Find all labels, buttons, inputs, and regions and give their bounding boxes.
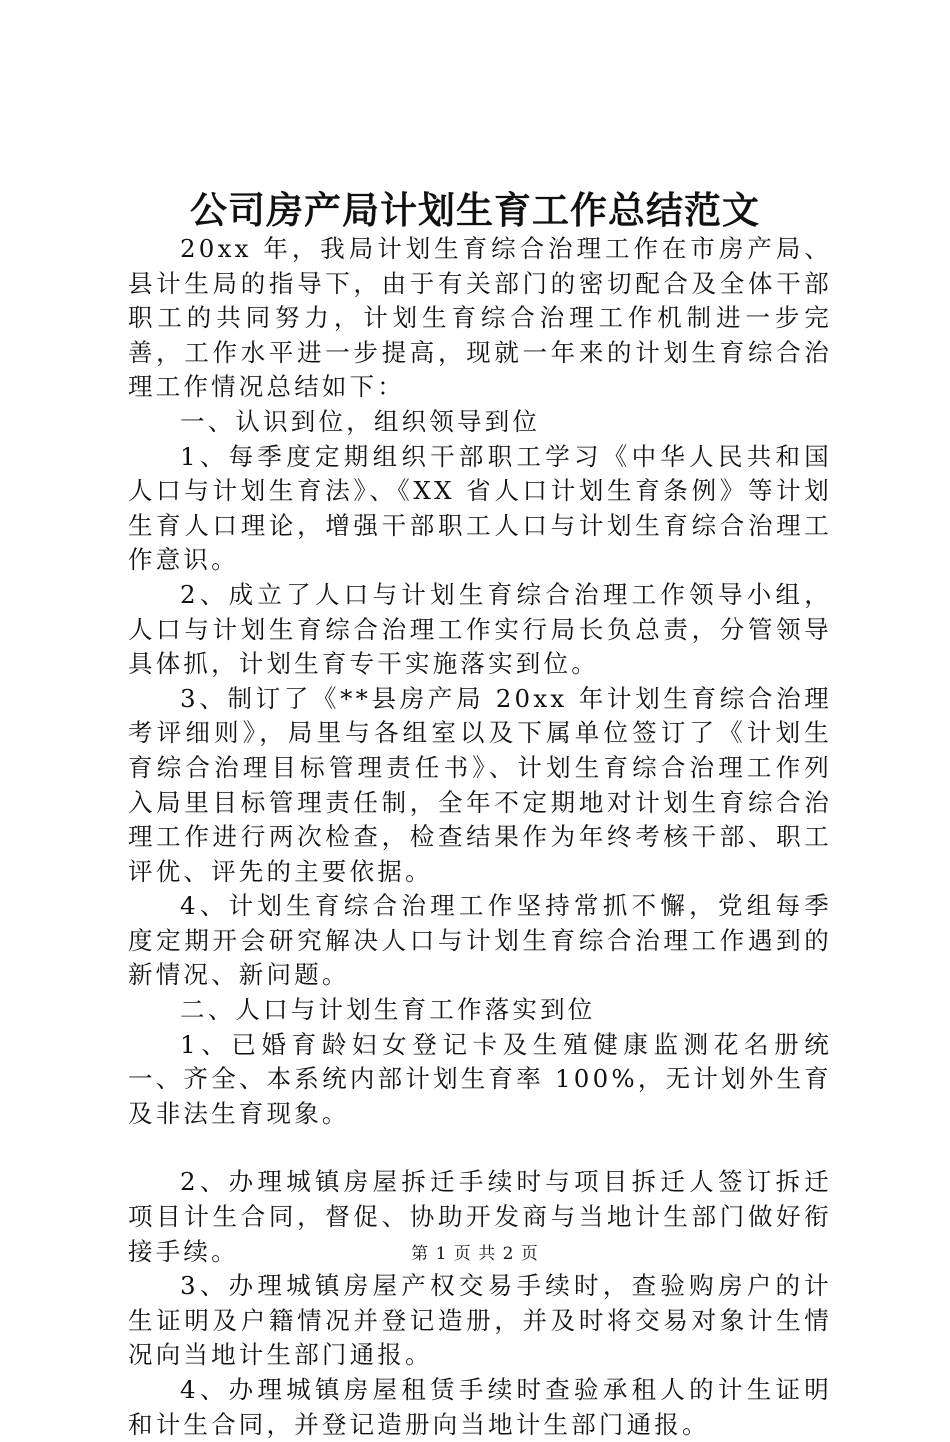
paragraph-item: 4、办理城镇房屋租赁手续时查验承租人的计生证明和计生合同，并登记造册向当地计生部门通报。 xyxy=(128,1375,832,1439)
paragraph-item: 2、办理城镇房屋拆迁手续时与项目拆迁人签订拆迁项目计生合同，督促、协助开发商与当地计生部门做好衔接手续。 xyxy=(128,1167,832,1266)
paragraph-item: 1、每季度定期组织干部职工学习《中华人民共和国人口与计划生育法》、《XX 省人口计划生育条例》等计划生育人口理论，增强干部职工人口与计划生育综合治理工作意识。 xyxy=(128,441,832,575)
section-heading-2: 二、人口与计划生育工作落实到位 xyxy=(180,995,596,1025)
section-heading-1: 一、认识到位，组织领导到位 xyxy=(180,406,541,436)
paragraph-item: 1、已婚育龄妇女登记卡及生殖健康监测花名册统一、齐全、本系统内部计划生育率 100%，无计划外生育及非法生育现象。 xyxy=(128,1029,832,1128)
paragraph-item: 2、成立了人口与计划生育综合治理工作领导小组，人口与计划生育综合治理工作实行局长负总责，分管领导具体抓，计划生育专干实施落实到位。 xyxy=(128,579,832,679)
paragraph-intro: 20xx 年，我局计划生育综合治理工作在市房产局、县计生局的指导下，由于有关部门的密切配合及全体干部职工的共同努力，计划生育综合治理工作机制进一步完善，工作水平进一步提高，现就一年来的计划生育综合治理工作情况总结如下： xyxy=(128,234,832,402)
paragraph-item: 4、计划生育综合治理工作坚持常抓不懈，党组每季度定期开会研究解决人口与计划生育综合治理工作遇到的新情况、新问题。 xyxy=(128,891,832,990)
paragraph-item: 3、制订了《**县房产局 20xx 年计划生育综合治理考评细则》，局里与各组室以及下属单位签订了《计划生育综合治理目标管理责任书》、计划生育综合治理工作列入局里目标管理责任制，全年不定期地对计划生育综合治理工作进行两次检查，检查结果作为年终考核干部、职工评优、评先的主要依据。 xyxy=(128,683,832,886)
page-number-footer: 第 1 页 共 2 页 xyxy=(411,1244,539,1264)
document-title: 公司房产局计划生育工作总结范文 xyxy=(190,188,760,232)
paragraph-item: 3、办理城镇房屋产权交易手续时，查验购房户的计生证明及户籍情况并登记造册，并及时将交易对象计生情况向当地计生部门通报。 xyxy=(128,1271,832,1370)
